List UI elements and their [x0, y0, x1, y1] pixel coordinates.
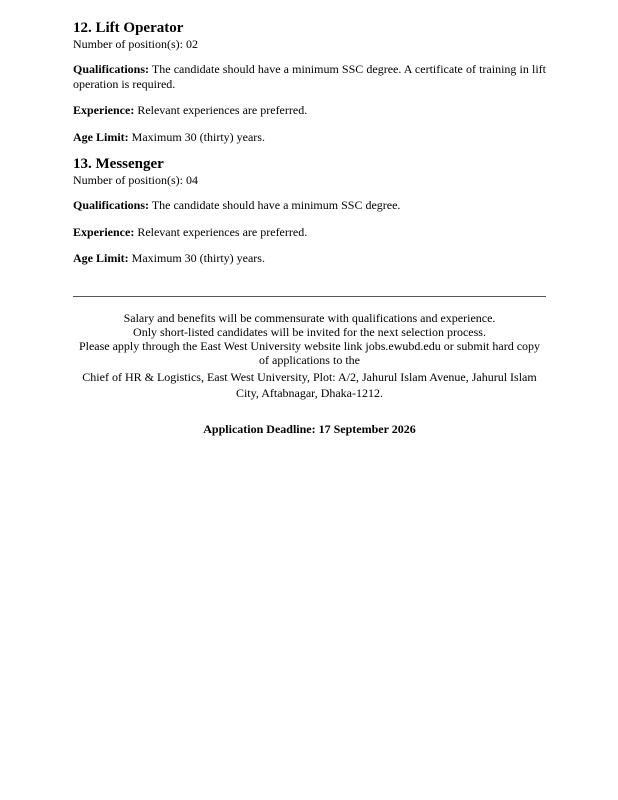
- qualifications-text: The candidate should have a minimum SSC degree.: [151, 198, 401, 212]
- positions-count: Number of position(s): 04: [73, 173, 198, 187]
- age-limit-label: Age Limit:: [73, 129, 129, 144]
- experience-text: Relevant experiences are preferred.: [137, 224, 308, 239]
- age-limit-text: Maximum 30 (thirty) years.: [131, 129, 265, 144]
- application-notes: [73, 311, 546, 401]
- age-limit-text: Maximum 30 (thirty) years.: [131, 251, 265, 265]
- age-limit-paragraph: [73, 130, 546, 145]
- qualifications-paragraph: [73, 198, 546, 213]
- salary-note: Salary and benefits will be commensurate with qualifications and experience.: [123, 310, 496, 325]
- qualifications-paragraph: [73, 62, 546, 91]
- apply-instructions: Please apply through the East West University website link jobs.ewubd.edu or submit hard copy of applications to the: [78, 338, 541, 367]
- age-limit-label: Age Limit:: [73, 251, 129, 265]
- experience-text: Relevant experiences are preferred.: [137, 103, 308, 117]
- job-title: 12. Lift Operator: [73, 20, 184, 36]
- section-divider: [73, 296, 546, 297]
- qualifications-text: The candidate should have a minimum SSC degree. A certificate of training in lift operation is required.: [73, 62, 546, 91]
- shortlist-note: Only short-listed candidates will be invited for the next selection process.: [133, 324, 486, 339]
- age-limit-paragraph: [73, 251, 546, 266]
- job-section-messenger: [73, 156, 546, 266]
- job-section-lift-operator: [73, 20, 546, 144]
- experience-label: Experience:: [73, 103, 135, 117]
- mailing-address: Chief of HR & Logistics, East West University, Plot: A/2, Jahurul Islam Avenue, Jahurul Islam City, Aftabnagar, Dhaka-1212.: [82, 369, 537, 400]
- experience-paragraph: [73, 103, 546, 118]
- experience-paragraph: [73, 225, 546, 240]
- application-deadline: Application Deadline: 17 September 2026: [203, 421, 416, 436]
- qualifications-label: Qualifications:: [73, 62, 150, 76]
- experience-label: Experience:: [73, 224, 135, 239]
- qualifications-label: Qualifications:: [73, 198, 150, 212]
- job-listing-content: [73, 20, 546, 437]
- job-title: 13. Messenger: [73, 156, 164, 172]
- positions-count: Number of position(s): 02: [73, 37, 198, 51]
